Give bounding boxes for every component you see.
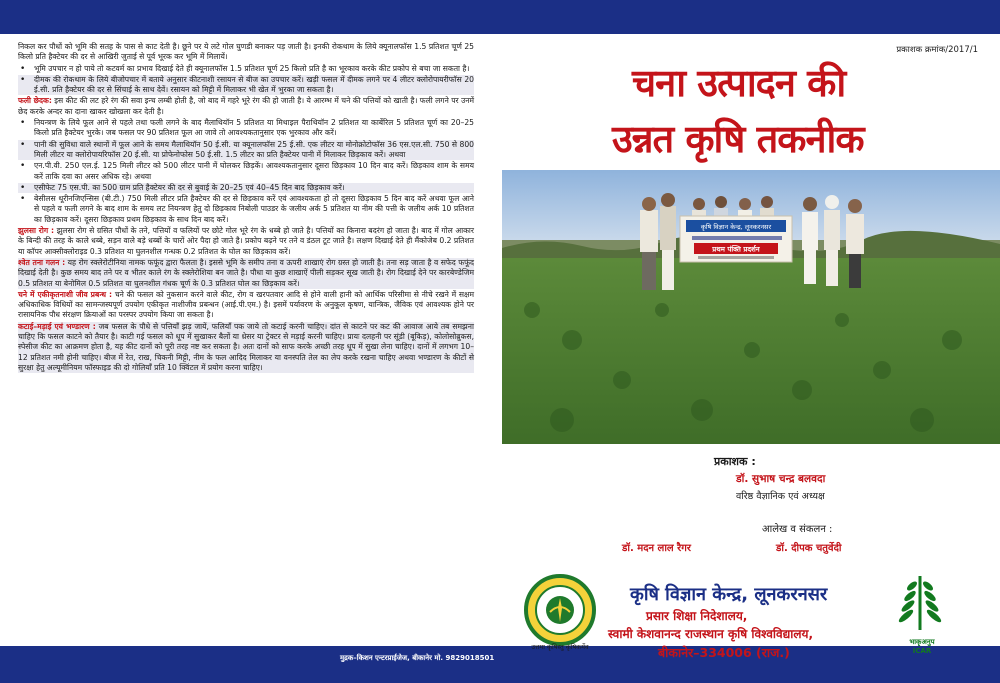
bullet-icon: • (20, 161, 26, 172)
compiler-2: डॉ. दीपक चतुर्वेदी (776, 543, 842, 554)
address-line: बीकानेर–334006 (राज.) (658, 645, 790, 660)
directorate-line: प्रसार शिक्षा निदेशालय, (646, 609, 748, 623)
banner-text-1: कृषि विज्ञान केन्द्र, लूनकरनसर (700, 223, 772, 231)
bullet-item: • नियन्त्रण के लिये फूल आने से पहले तथा फली लगने के बाद मैलाथियॉन 5 प्रतिशत या मिथाइल पैराथियॉन 2 प्रतिशत या कार्बेरिल 5 प्रतिशत चूर्ण का 20–25 किलो प्रति हैक्टेयर भुरके। जब फसल पर 90 प्रतिशत फूल आ जावे तो आवश्यकतानुसार एक भुरकाव और करें। (20, 118, 474, 138)
section-heading: चने में एकीकृतनाशी जीव प्रबन्ध : (18, 289, 113, 299)
section-heading: कटाई–मड़ाई एवं भण्डारण : (18, 321, 96, 331)
section-heading: श्वेत तना गलन : (18, 257, 66, 267)
logo-motto: उत्तमा कृषिस्तु कृषिकर्मेव (531, 643, 589, 651)
title-line-2: उन्नत कृषि तकनीक (612, 117, 864, 161)
paragraph-stem-rot: श्वेत तना गलन : यह रोग स्क्लेरोटीनिया नामक फफूंद द्वारा फैलता है। इससे भूमि के समीप तना व ऊपरी शाखाएं रोग ग्रस्त हो जाती है। तना सड़ जाता है व सफेद फफूंद दिखाई देती है। कुछ समय बाद तने पर व भीतर काले रंग के स्क्लेरोशिया बन जाते है। पौधा या कुछ शाखाऐं पीली सड़कर सूख जाती है। रोग दिखाई देने पर कारबेण्डेजिम 0.5 प्रतिशत या बेनोमिल 0.5 प्रतिशत या घुलनशील गंधक चूर्ण के 0.3 प्रतिशत घोल का छिड़काव करें। (18, 257, 474, 288)
publisher-role: वरिष्ठ वैज्ञानिक एवं अध्यक्ष (736, 491, 825, 502)
publisher-label: प्रकाशक : (714, 455, 756, 468)
bullet-icon: • (20, 139, 26, 150)
university-line: स्वामी केशवानन्द राजस्थान कृषि विश्वविद्यालय, (608, 627, 814, 641)
paragraph: निकल कर पौधों को भूमि की सतह के पास से काट देती है। छूने पर ये लटे गोल घुणडी बनाकर पड़ जाती है। इनकी रोकथाम के लिये क्यूनालफॉस 1.5 प्रतिशत चूर्ण 25 किलो प्रति हैक्टेयर की दर से आखिरी जुताई से पूर्व भूरक कर भूमि में मिलायें। (18, 42, 474, 62)
field-photo-illustration (502, 170, 1000, 444)
icar-caption: भाकृअनुप ICAR (909, 638, 935, 655)
section-heading: झुलसा रोग : (18, 226, 55, 236)
paragraph-blight: झुलसा रोग : झुलसा रोग से ग्रसित पौधों के तने, पत्तियों व फलियों पर छोटे गोल भूरे रंग के धब्बे हो जाते है। पत्तियों का किनारा बदरंग हो जाता है। बाद में गोल आकार के बिन्दी की तरह के काले धब्बे, सड़न वाले बड़े धब्बों के चारों ओर पैदा हो जाते है। प्रकोप बढ़ने पर तने व डंठल टूट जाते है। लक्षण दिखाई देते ही मैंकोजेब 0.2 प्रतिशत या कॉपर आक्सीक्लोराइड 0.3 प्रतिशत या घुलनशील गन्धक 0.2 प्रतिशत के घोल का छिड़काव करें। (18, 226, 474, 256)
bullet-item: • एन.पी.वी. 250 एल.ई. 125 मिली लीटर को 500 लीटर पानी में घोलकर छिड़कें। आवश्यकतानुसार दूसरा छिड़काव 10 दिन बाद करें। छिड़काव शाम के समय करें ताकि दवा का असर अधिक रहे। अथवा (20, 161, 474, 181)
bullet-icon: • (20, 182, 26, 193)
print-credit: मुद्रक–किशन एन्टरप्राईजेज, बीकानेर मो. 9829018501 (340, 654, 495, 662)
bullet-icon: • (20, 194, 26, 205)
field-photo (502, 170, 1000, 444)
section-heading: फली छेदक: (18, 96, 52, 106)
top-border (0, 0, 1000, 34)
bullet-item: • भूमि उपचार न हो पाये तो कटवर्म का प्रभाव दिखाई देते ही क्यूनालफॉस 1.5 प्रतिशत चूर्ण 25 किलो प्रति है का भूरकाव करके कीट प्रकोप से बचा जा सकता है। (20, 63, 470, 74)
bullet-item: • एसीफेट 75 एस.पी. का 500 ग्राम प्रति हैक्टेयर की दर से बुवाई के 20–25 एवं 40–45 दिन बाद छिड़काव करें। (18, 183, 474, 193)
bullet-icon: • (20, 74, 26, 85)
paragraph-pod-borer: फली छेदक: इस कीट की लट हरे रंग की सवा इन्च लम्बी होती है, जो बाद में गहरे भूरे रंग की हो जाती है। ये आरम्भ में चने की पत्तियों को खाती है। फली लगने पर उनमें छेद करके अन्दर का दाना खाकर खोखला कर देती है। (18, 96, 474, 116)
publisher-name: डॉ. सुभाष चन्द्र बलवदा (736, 473, 826, 485)
bullet-icon: • (20, 118, 26, 129)
kvk-title: कृषि विज्ञान केन्द्र, लूनकरनसर (630, 584, 828, 605)
bullet-item: • दीमक की रोकथाम के लिये बीजोपचार में बताये अनुसार कीटनाशी रसायन से बीज का उपचार करें। खड़ी फसल में दीमक लगने पर 4 लीटर क्लोरोपायरीफॉस 20 ई.सी. प्रति हैक्टेयर की दर से सिंचाई के साथ देवें। रसायन को मिट्टी में मिलाकर भी खेत में भुरका जा सकता है। (20, 74, 474, 95)
title-line-1: चना उत्पादन की (632, 61, 846, 105)
compiler-1: डॉ. मदन लाल रैगर (622, 543, 691, 554)
university-logo-icon (520, 572, 600, 652)
paragraph-harvest: कटाई–मड़ाई एवं भण्डारण : जब फसल के पौधे से पत्तियाँ झड़ जायें, फलियाँ पक जाये तो कटाई करनी चाहिए। दांत से काटने पर कट की आवाज आये तब समझना चाहिए कि फसल काटने को तैयार है। काटी गई फसल को धूप में सुखाकर बैलों या थ्रेसर या ट्रेक्टर से मड़ाई करनी चाहिए। प्रायः दलहनी पर सूंडी (बूकिड़), कोलोसोब्रुकस, स्पेसीज कीट का आक्रमण होता है, यह कीट दानों को पूरी तरह नष्ट कर सकता है। अतः दानों को साफ करके अच्छी तरह धूप में सुखा लेना चाहिए। दानों में लगभग 10–12 प्रतिशत नमी होनी चाहिए। बीज में रेत, राख, चिकनी मिट्टी, नीम के फल आदिद मिलाकर या वनस्पति तेल का लेप करके रखना चाहिए अथवा भण्डारण के कीटों से सुरक्षा हेतु अल्यूमीनियम फॉस्फाइड की दो गोलियाँ प्रति 10 क्विंटल में प्रयोग करना चाहिए। (18, 321, 474, 372)
bullet-item: • पानी की सुविधा वाले स्थानों में फूल आने के समय मैलाथियॉन 50 ई.सी. या क्यूनालफॉस 25 ई.सी. एक लीटर या मोनोक्रोटोफॉस 36 एस.एल.सी. 750 से 800 मिली लीटर या क्लोरोपायरिफॉस 20 ई.सी. या प्रोफेनोफोस 50 ई.सी. 1.5 लीटर का प्रति हैक्टेयर पानी में मिलाकर छिड़काव करें। अथवा (20, 139, 474, 159)
compilation-label: आलेख व संकलन : (762, 524, 833, 535)
cover-page (490, 34, 1000, 660)
bullet-item: • बेसीलस थूरीनजिएन्सिस (बी.टी.) 750 मिली लीटर प्रति हैक्टेयर की दर से छिड़काव करें एवं आवश्यकता हो तो दूसरा छिड़काव 5 दिन बाद करें अथवा फूल आने से पहले व फली लगने के बाद शाम के समय लट नियन्त्रण हेतु दो छिड़काव निबोली पाउडर के जलीय अर्क 5 प्रतिशत या नीम की पत्ती के जलीय अर्क 10 प्रतिशत का छिड़काव करें। दूसरा छिड़काव प्रथम छिड़काव के साथ दिन बाद करें। (20, 194, 474, 224)
left-page (18, 42, 474, 642)
catalog-number: प्रकाशक क्रमांक/2017/1 (896, 45, 978, 55)
banner-text-2: प्रथम पंक्ति प्रदर्शन (712, 245, 760, 254)
bullet-icon: • (20, 63, 26, 74)
paragraph-ipm: चने में एकीकृतनाशी जीव प्रबन्ध : चने की फसल को नुकसान करने वाले कीट, रोग व खरपतवार आदि से होने वाली हानी को आर्थिक परिसीमा से नीचे रखने में सक्षम अधिकाधिक विधियों का सामन्जस्यपूर्ण उपयोग एकीकृत नाशीजीव प्रबन्धन (आई.पी.एम.) है। इसमें पर्यावरण के अनुकूल कृषण, यान्त्रिक, जैविक एवं आवश्यक होने पर रासायनिक पौध संरक्षण क्रियाओं का परस्पर उपयोग किया जा सकता है। (18, 289, 474, 320)
bottom-border (0, 646, 1000, 683)
